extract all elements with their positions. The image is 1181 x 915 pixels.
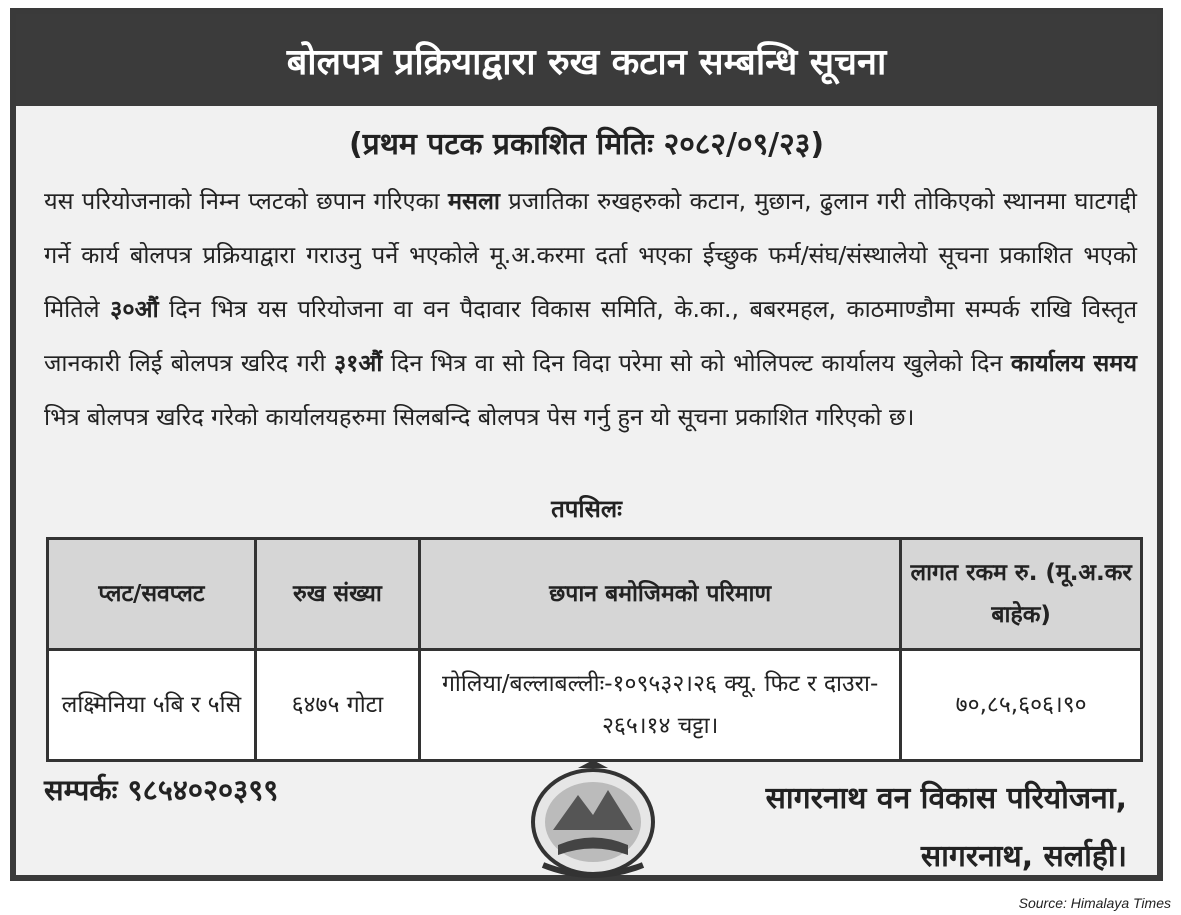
nepal-emblem-icon — [518, 760, 668, 880]
source-credit: Source: Himalaya Times — [1018, 895, 1171, 911]
body-bold: कार्यालय समय — [1010, 349, 1137, 377]
table-row — [48, 650, 1142, 761]
header-quantity: छपान बमोजिमको परिमाण — [419, 539, 900, 650]
body-bold: ३१औं — [333, 349, 383, 377]
org-line-2: सागरनाथ, सर्लाही। — [920, 839, 1127, 874]
org-line-1: सागरनाथ वन विकास परियोजना, — [765, 781, 1127, 816]
details-table — [46, 537, 1143, 762]
header-cost: लागत रकम रु. (मू.अ.कर बाहेक) — [901, 539, 1142, 650]
body-bold: ३०औं — [110, 295, 159, 323]
body-text: यस परियोजनाको निम्न प्लटको छपान गरिएका — [44, 187, 448, 215]
cell-tree-count: ६४७५ गोटा — [255, 650, 419, 761]
body-bold: मसला — [448, 187, 500, 215]
body-text: दिन भित्र वा सो दिन विदा परेमा सो को भोलिपल्ट कार्यालय खुलेको दिन — [382, 349, 1011, 377]
cell-plot: लक्ष्मिनिया ५बि र ५सि — [48, 650, 256, 761]
organization-name — [766, 770, 1127, 886]
publish-date: (प्रथम पटक प्रकाशित मितिः २०८२/०९/२३) — [348, 127, 825, 162]
notice-frame — [10, 8, 1163, 881]
notice-title: बोलपत्र प्रक्रियाद्वारा रुख कटान सम्बन्धि सूचना — [16, 14, 1157, 106]
schedule-label: तपसिलः — [551, 495, 622, 523]
header-plot: प्लट/सवप्लट — [48, 539, 256, 650]
table-header-row — [48, 539, 1142, 650]
cell-cost: ७०,८५,६०६।९० — [901, 650, 1142, 761]
body-text: दिन भित्र यस परियोजना वा वन पैदावार विकास समिति, के.का., बबरमहल, काठमाण्डौमा सम्पर्क राखि विस्तृत जानकारी लिई बोलपत्र खरिद गरी — [44, 295, 1137, 377]
notice-body — [44, 174, 1137, 444]
body-text: प्रजातिका रुखहरुको कटान, मुछान, ढुलान गरी तोकिएको स्थानमा घाटगद्दी गर्ने कार्य बोलपत्र प्रक्रियाद्वारा गराउनु पर्ने भएकोले मू.अ.करमा दर्ता भएका ईच्छुक फर्म/संघ/संस्थालेयो सूचना प्रकाशित भएको मितिले — [44, 187, 1137, 323]
cell-quantity: गोलिया/बल्लाबल्लीः-१०९५३२।२६ क्यू. फिट र दाउरा- २६५।१४ चट्टा। — [419, 650, 900, 761]
contact-number: सम्पर्कः ९८५४०२०३९९ — [44, 773, 279, 807]
header-tree-count: रुख संख्या — [255, 539, 419, 650]
body-text: भित्र बोलपत्र खरिद गरेको कार्यालयहरुमा सिलबन्दि बोलपत्र पेस गर्नु हुन यो सूचना प्रकाशित गरिएको छ। — [44, 403, 915, 431]
